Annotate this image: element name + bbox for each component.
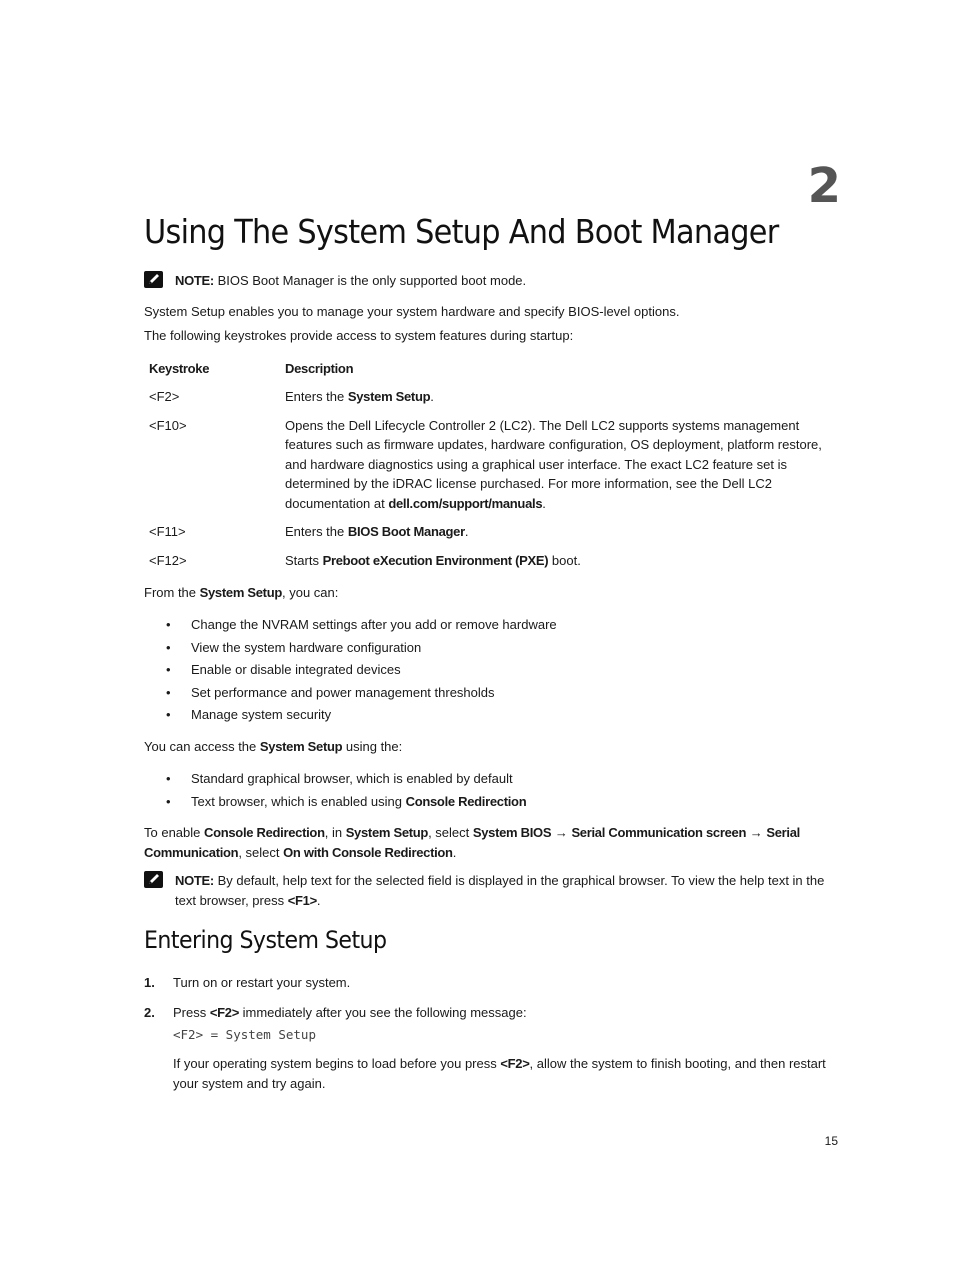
enable-paragraph [144,823,834,863]
from-setup-paragraph [144,583,834,603]
list-item [144,660,834,683]
header-keystroke: Keystroke [149,361,210,376]
list-item-text: Text browser, which is enabled using [191,793,406,809]
text: , in [324,825,346,840]
note-pencil-icon [144,871,163,888]
bold-text: System BIOS [472,825,552,840]
description-text: Enters the [285,389,348,404]
description-cell [280,387,834,416]
bullet: • [166,684,171,700]
list-item [144,615,834,638]
note-pencil-icon [144,271,163,288]
bold-text: Serial Communication [144,825,800,860]
bold-text: <F1> [287,893,317,908]
table-row [144,522,834,551]
text: using the: [342,739,403,754]
note-boot-mode [144,271,834,291]
note-label: NOTE: [175,873,214,888]
bold-text: Console Redirection [204,825,325,840]
keystroke-cell: <F2> [149,389,180,404]
bold-text: <F2> [500,1056,530,1071]
code-message: <F2> = System Setup [173,1027,316,1042]
list-item-text: View the system hardware configuration [191,639,422,655]
text: , allow the system to finish booting, and then restart your system and try again. [173,1056,826,1091]
list-item-text: Change the NVRAM settings after you add or remove hardware [191,617,557,632]
bold-text: Serial Communication screen [571,825,747,840]
text: To enable [144,825,204,840]
list-item [144,638,834,661]
text: , select [238,845,284,860]
table-row [144,551,834,580]
text: If your operating system begins to load before you press [173,1056,501,1071]
description-text: Starts [285,552,323,568]
bold-text: System Setup [199,585,282,600]
step-1 [144,973,834,993]
description-end: boot. [548,552,581,568]
list-item [144,792,834,815]
text: , select [428,825,473,840]
chapter-number: 2 [807,158,840,214]
bold-text: System Setup [345,825,429,840]
text: immediately after you see the following message: [239,1005,527,1020]
table-header-row [144,356,834,387]
header-description: Description [285,361,354,376]
note-help-text [144,871,834,911]
bold-text: <F2> [209,1005,239,1020]
keystroke-cell: <F12> [149,552,187,568]
text: Press [173,1005,210,1020]
description-cell [280,416,834,523]
note-body: By default, help text for the selected field is displayed in the graphical browser. To view the help text in the text browser, press [175,873,825,908]
arrow: → [746,825,767,840]
bullet: • [166,639,171,655]
bold-text: System Setup [259,739,343,754]
access-paragraph [144,737,834,757]
text: . [452,845,457,860]
list-item [144,705,834,728]
description-text: Enters the [285,524,348,539]
note-text [175,271,834,291]
description-end: . [464,524,469,539]
step-text [173,1003,834,1023]
list-item [144,769,834,792]
bullet: • [166,707,171,722]
step-2 [144,1003,834,1094]
step-number: 2. [144,1005,155,1020]
keystroke-cell: <F11> [149,524,186,539]
note-label: NOTE: [175,273,214,288]
step-number: 1. [144,975,155,990]
intro-paragraph: System Setup enables you to manage your system hardware and specify BIOS-level options. [144,304,680,319]
list-item-text: Set performance and power management thresholds [191,684,495,700]
step-text: Turn on or restart your system. [173,975,351,990]
chapter-title: Using The System Setup And Boot Manager [144,212,779,251]
description-bold: dell.com/support/manuals [388,495,543,511]
text: You can access the [144,739,260,754]
description-end: . [430,389,434,404]
description-cell [280,522,834,551]
bold-text: Console Redirection [405,793,527,809]
arrow: → [551,825,572,840]
description-text: Opens the Dell Lifecycle Controller 2 (LC2). The Dell LC2 supports systems management features such as firmware updates, hardware configuration, OS deployment, platform restore, and hardware diagnostics using a graphical user interface. The exact LC2 feature set is determined by the iDRAC license purchased. For more information, see the Dell LC2 documentation at [285,417,822,511]
list-item-text: Manage system security [191,707,332,722]
bullet: • [166,617,171,632]
capabilities-list [144,615,834,728]
text: From the [144,585,200,600]
list-item-text: Standard graphical browser, which is enabled by default [191,771,513,786]
keystrokes-intro: The following keystrokes provide access to system features during startup: [144,328,574,343]
table-row [144,416,834,523]
description-bold: Preboot eXecution Environment (PXE) [322,552,549,568]
list-item-text: Enable or disable integrated devices [191,662,401,677]
page-number: 15 [824,1134,838,1148]
text: , you can: [282,585,339,600]
step-followup [173,1054,834,1094]
description-bold: System Setup [347,389,431,404]
bold-text: On with Console Redirection [283,845,453,860]
description-bold: BIOS Boot Manager [347,524,465,539]
section-title: Entering System Setup [144,926,387,954]
text: . [316,893,321,908]
keystroke-cell: <F10> [149,417,187,433]
note-body: BIOS Boot Manager is the only supported boot mode. [213,273,527,288]
description-cell [280,551,834,580]
list-item [144,683,834,706]
keystroke-table [144,356,834,579]
access-list [144,769,834,814]
description-end: . [542,495,546,511]
bullet: • [166,771,171,786]
bullet: • [166,662,171,677]
note-text [175,871,834,911]
bullet: • [166,793,171,809]
table-row [144,387,834,416]
